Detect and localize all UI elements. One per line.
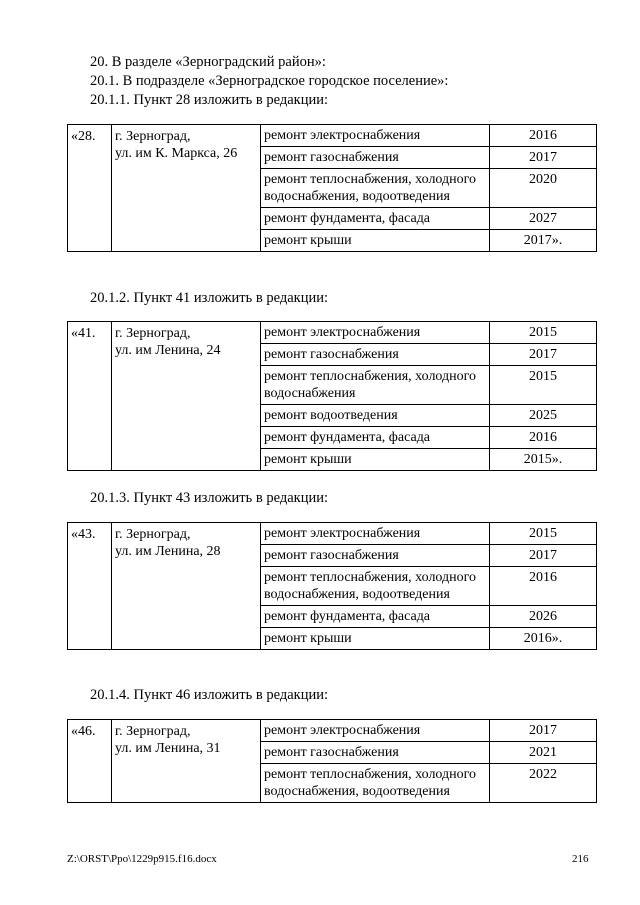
table-item-46 — [67, 719, 597, 803]
section-intro-4: 20.1.4. Пункт 46 изложить в редакции: — [90, 687, 329, 703]
work-year: 2017 — [490, 147, 597, 169]
address-street: ул. им Ленина, 28 — [115, 544, 221, 559]
work-year: 2016 — [490, 125, 597, 147]
item-address — [112, 720, 261, 803]
address-street: ул. им Ленина, 24 — [115, 343, 221, 358]
work-type: ремонт фундамента, фасада — [261, 427, 490, 449]
item-address — [112, 125, 261, 252]
address-city: г. Зерноград, — [115, 129, 191, 144]
work-year: 2020 — [490, 169, 597, 208]
address-city: г. Зерноград, — [115, 527, 191, 542]
work-type: ремонт фундамента, фасада — [261, 208, 490, 230]
work-type: ремонт газоснабжения — [261, 147, 490, 169]
work-year: 2026 — [490, 606, 597, 628]
work-type: ремонт газоснабжения — [261, 545, 490, 567]
work-type: ремонт газоснабжения — [261, 742, 490, 764]
table-row — [68, 523, 597, 545]
work-type: ремонт электроснабжения — [261, 125, 490, 147]
work-type: ремонт электроснабжения — [261, 523, 490, 545]
item-number: «46. — [68, 720, 112, 803]
address-street: ул. им Ленина, 31 — [115, 741, 221, 756]
work-type: ремонт водоотведения — [261, 405, 490, 427]
work-year: 2022 — [490, 764, 597, 803]
table-row — [68, 720, 597, 742]
heading-line-1: 20. В разделе «Зерноградский район»: — [90, 54, 326, 70]
table-item-43 — [67, 522, 597, 650]
work-year: 2017 — [490, 545, 597, 567]
work-year: 2015 — [490, 523, 597, 545]
item-number: «28. — [68, 125, 112, 252]
table-row — [68, 322, 597, 344]
table-item-41 — [67, 321, 597, 471]
work-year: 2015». — [490, 449, 597, 471]
work-type: ремонт крыши — [261, 230, 490, 252]
work-type: ремонт теплоснабжения, холодного водоснабжения, водоотведения — [261, 567, 490, 606]
item-address — [112, 322, 261, 471]
footer-page-number: 216 — [572, 853, 589, 865]
work-type: ремонт крыши — [261, 628, 490, 650]
work-year: 2016». — [490, 628, 597, 650]
work-type: ремонт теплоснабжения, холодного водоснабжения — [261, 366, 490, 405]
work-year: 2017». — [490, 230, 597, 252]
work-type: ремонт электроснабжения — [261, 720, 490, 742]
work-year: 2017 — [490, 344, 597, 366]
work-year: 2015 — [490, 322, 597, 344]
work-year: 2021 — [490, 742, 597, 764]
heading-line-2: 20.1. В подразделе «Зерноградское городское поселение»: — [90, 73, 449, 89]
work-year: 2017 — [490, 720, 597, 742]
work-type: ремонт фундамента, фасада — [261, 606, 490, 628]
item-number: «41. — [68, 322, 112, 471]
section-intro-1: 20.1.1. Пункт 28 изложить в редакции: — [90, 92, 329, 108]
work-year: 2027 — [490, 208, 597, 230]
work-type: ремонт крыши — [261, 449, 490, 471]
item-number: «43. — [68, 523, 112, 650]
address-city: г. Зерноград, — [115, 724, 191, 739]
work-year: 2016 — [490, 427, 597, 449]
section-intro-2: 20.1.2. Пункт 41 изложить в редакции: — [90, 290, 329, 306]
work-type: ремонт теплоснабжения, холодного водоснабжения, водоотведения — [261, 169, 490, 208]
section-intro-3: 20.1.3. Пункт 43 изложить в редакции: — [90, 490, 329, 506]
footer-file-path: Z:\ORST\Ppo\1229p915.f16.docx — [67, 853, 217, 865]
work-type: ремонт электроснабжения — [261, 322, 490, 344]
work-type: ремонт газоснабжения — [261, 344, 490, 366]
work-year: 2015 — [490, 366, 597, 405]
address-street: ул. им К. Маркса, 26 — [115, 146, 238, 161]
work-year: 2025 — [490, 405, 597, 427]
work-year: 2016 — [490, 567, 597, 606]
table-item-28 — [67, 124, 597, 252]
work-type: ремонт теплоснабжения, холодного водоснабжения, водоотведения — [261, 764, 490, 803]
item-address — [112, 523, 261, 650]
table-row — [68, 125, 597, 147]
address-city: г. Зерноград, — [115, 326, 191, 341]
